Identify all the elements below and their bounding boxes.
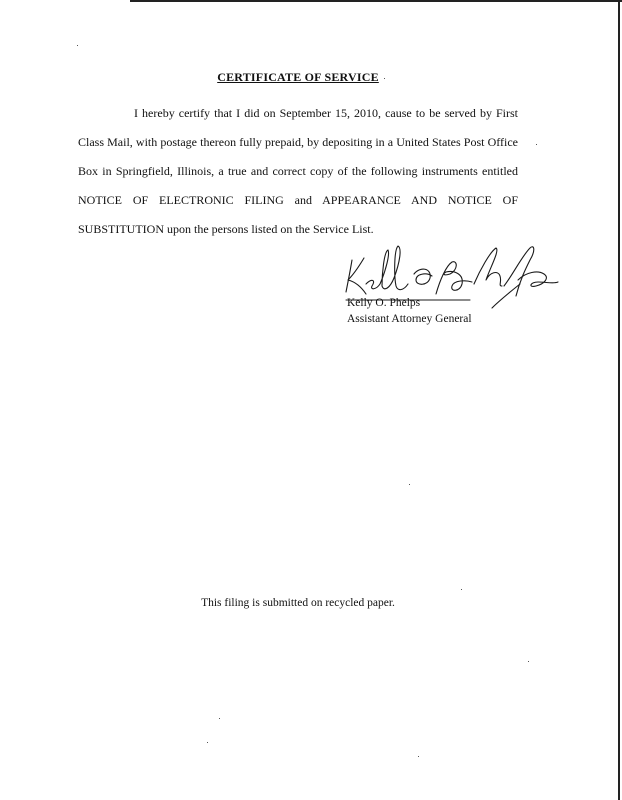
signer-name: Kelly O. Phelps — [347, 297, 421, 309]
scan-speck — [461, 589, 462, 590]
scan-speck — [77, 45, 78, 46]
recycled-paper-note: This filing is submitted on recycled paper. — [201, 597, 395, 609]
scan-speck — [219, 718, 220, 719]
signer-title: Assistant Attorney General — [347, 313, 472, 325]
scan-speck — [384, 78, 385, 79]
scan-speck — [418, 756, 419, 757]
scan-speck — [528, 661, 529, 662]
certificate-title: CERTIFICATE OF SERVICE — [217, 70, 379, 84]
scan-border-top — [130, 0, 622, 2]
scan-speck — [207, 742, 208, 743]
scan-speck — [409, 484, 410, 485]
scan-border-right — [618, 0, 620, 800]
scan-speck — [536, 144, 537, 145]
certification-paragraph: I hereby certify that I did on September 15, 2010, cause to be served by First Class Mail, with postage thereon fully prepaid, by depositing in a United States Post Office Box in Springfield, Illinois, a true and correct copy of the following instruments entitled NOTICE OF ELECTRONIC FILING and APPEARANCE AND NOTICE OF SUBSTITUTION upon the persons listed on the Service List. — [78, 106, 518, 236]
